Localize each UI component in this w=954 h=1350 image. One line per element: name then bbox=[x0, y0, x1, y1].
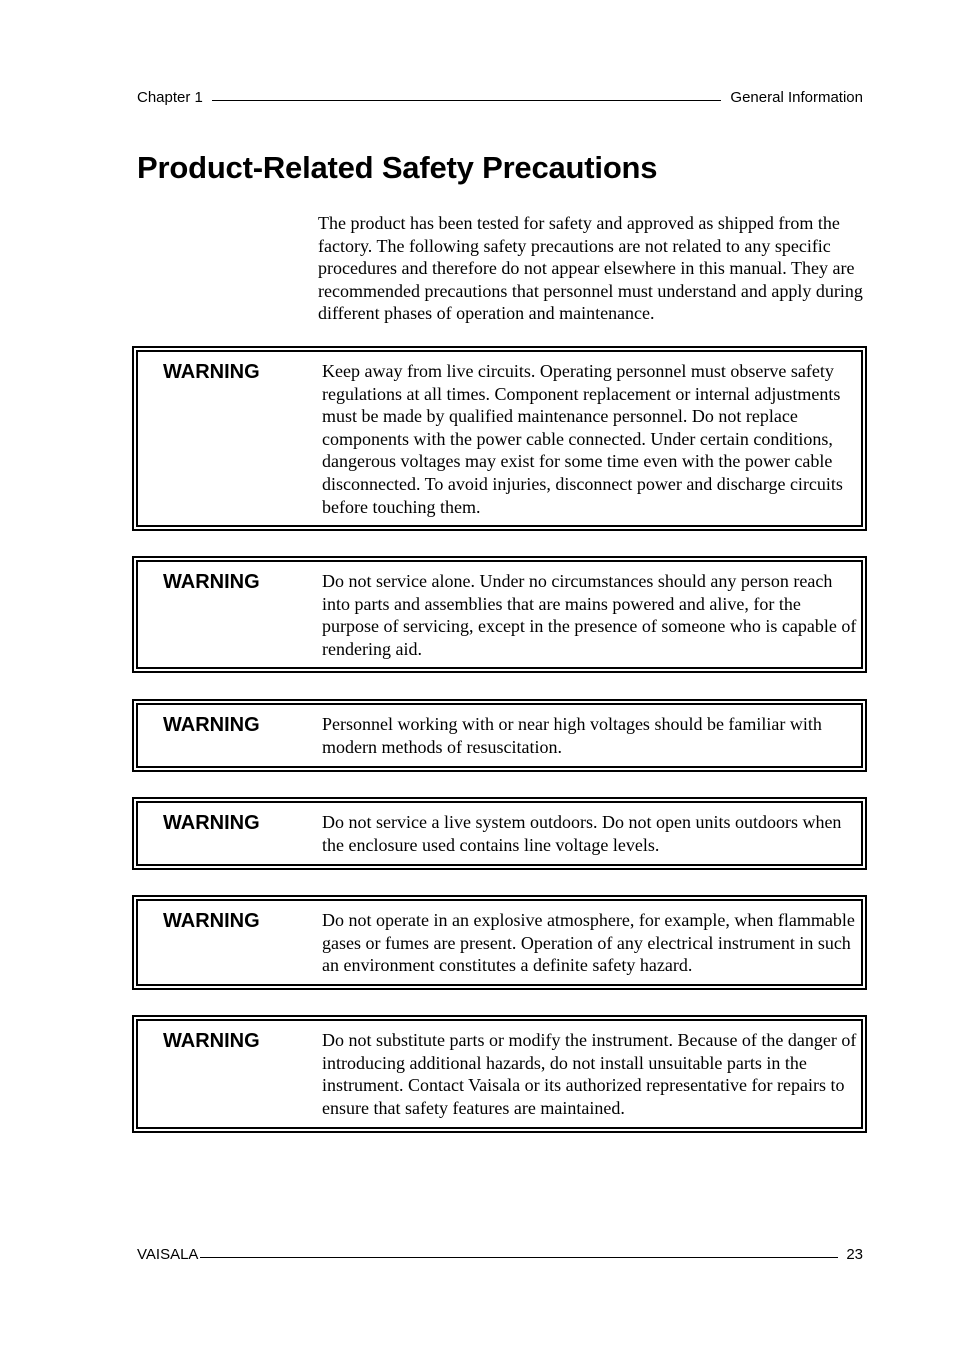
page-title: Product-Related Safety Precautions bbox=[137, 150, 658, 185]
warning-label: WARNING bbox=[163, 714, 260, 736]
warning-box-service-alone bbox=[132, 556, 867, 673]
intro-paragraph: The product has been tested for safety and approved as shipped from the factory. The following safety precautions are not related to any specific procedures and therefore do not appear elsewhere in this manual. They are recommended precautions that personnel must understand and apply during different phases of operation and maintenance. bbox=[318, 213, 863, 324]
warning-text: Do not operate in an explosive atmosphere, for example, when flammable gases or fumes are present. Operation of any electrical instrument in such an environment constitutes a definite safety hazard. bbox=[322, 910, 855, 976]
warning-box-resuscitation bbox=[132, 699, 867, 772]
warning-label: WARNING bbox=[163, 812, 260, 834]
warning-text: Do not service alone. Under no circumstances should any person reach into parts and assemblies that are mains powered and alive, for the purpose of servicing, except in the presence of someone who is capable of rendering aid. bbox=[322, 571, 857, 659]
warning-box-outdoors bbox=[132, 797, 867, 870]
warning-label: WARNING bbox=[163, 1030, 260, 1052]
chapter-label: Chapter 1 bbox=[137, 89, 203, 106]
warning-text: Keep away from live circuits. Operating personnel must observe safety regulations at all times. Component replacement or internal adjustments must be made by qualified maintenance personnel. Do not replace components with the power cable connected. Under certain conditions, dangerous voltages may exist for some time even with the power cable disconnected. To avoid injuries, disconnect power and discharge circuits before touching them. bbox=[322, 361, 843, 517]
header-rule bbox=[212, 100, 722, 101]
footer-rule bbox=[200, 1257, 838, 1258]
warning-text: Personnel working with or near high voltages should be familiar with modern methods of resuscitation. bbox=[322, 714, 822, 757]
warning-box-explosive-atmosphere bbox=[132, 895, 867, 990]
warning-box-live-circuits bbox=[132, 346, 867, 531]
page-number: 23 bbox=[846, 1246, 863, 1263]
company-name: VAISALA bbox=[137, 1246, 199, 1263]
warning-label: WARNING bbox=[163, 361, 260, 383]
warning-text: Do not substitute parts or modify the instrument. Because of the danger of introducing additional hazards, do not install unsuitable parts in the instrument. Contact Vaisala or its authorized representative for repairs to ensure that safety features are maintained. bbox=[322, 1030, 857, 1118]
section-label: General Information bbox=[730, 89, 863, 106]
warning-label: WARNING bbox=[163, 571, 260, 593]
warning-label: WARNING bbox=[163, 910, 260, 932]
warning-box-substitute-parts bbox=[132, 1015, 867, 1133]
page-header bbox=[137, 86, 863, 106]
warning-text: Do not service a live system outdoors. Do not open units outdoors when the enclosure used contains line voltage levels. bbox=[322, 812, 842, 855]
page-footer bbox=[137, 1243, 863, 1263]
